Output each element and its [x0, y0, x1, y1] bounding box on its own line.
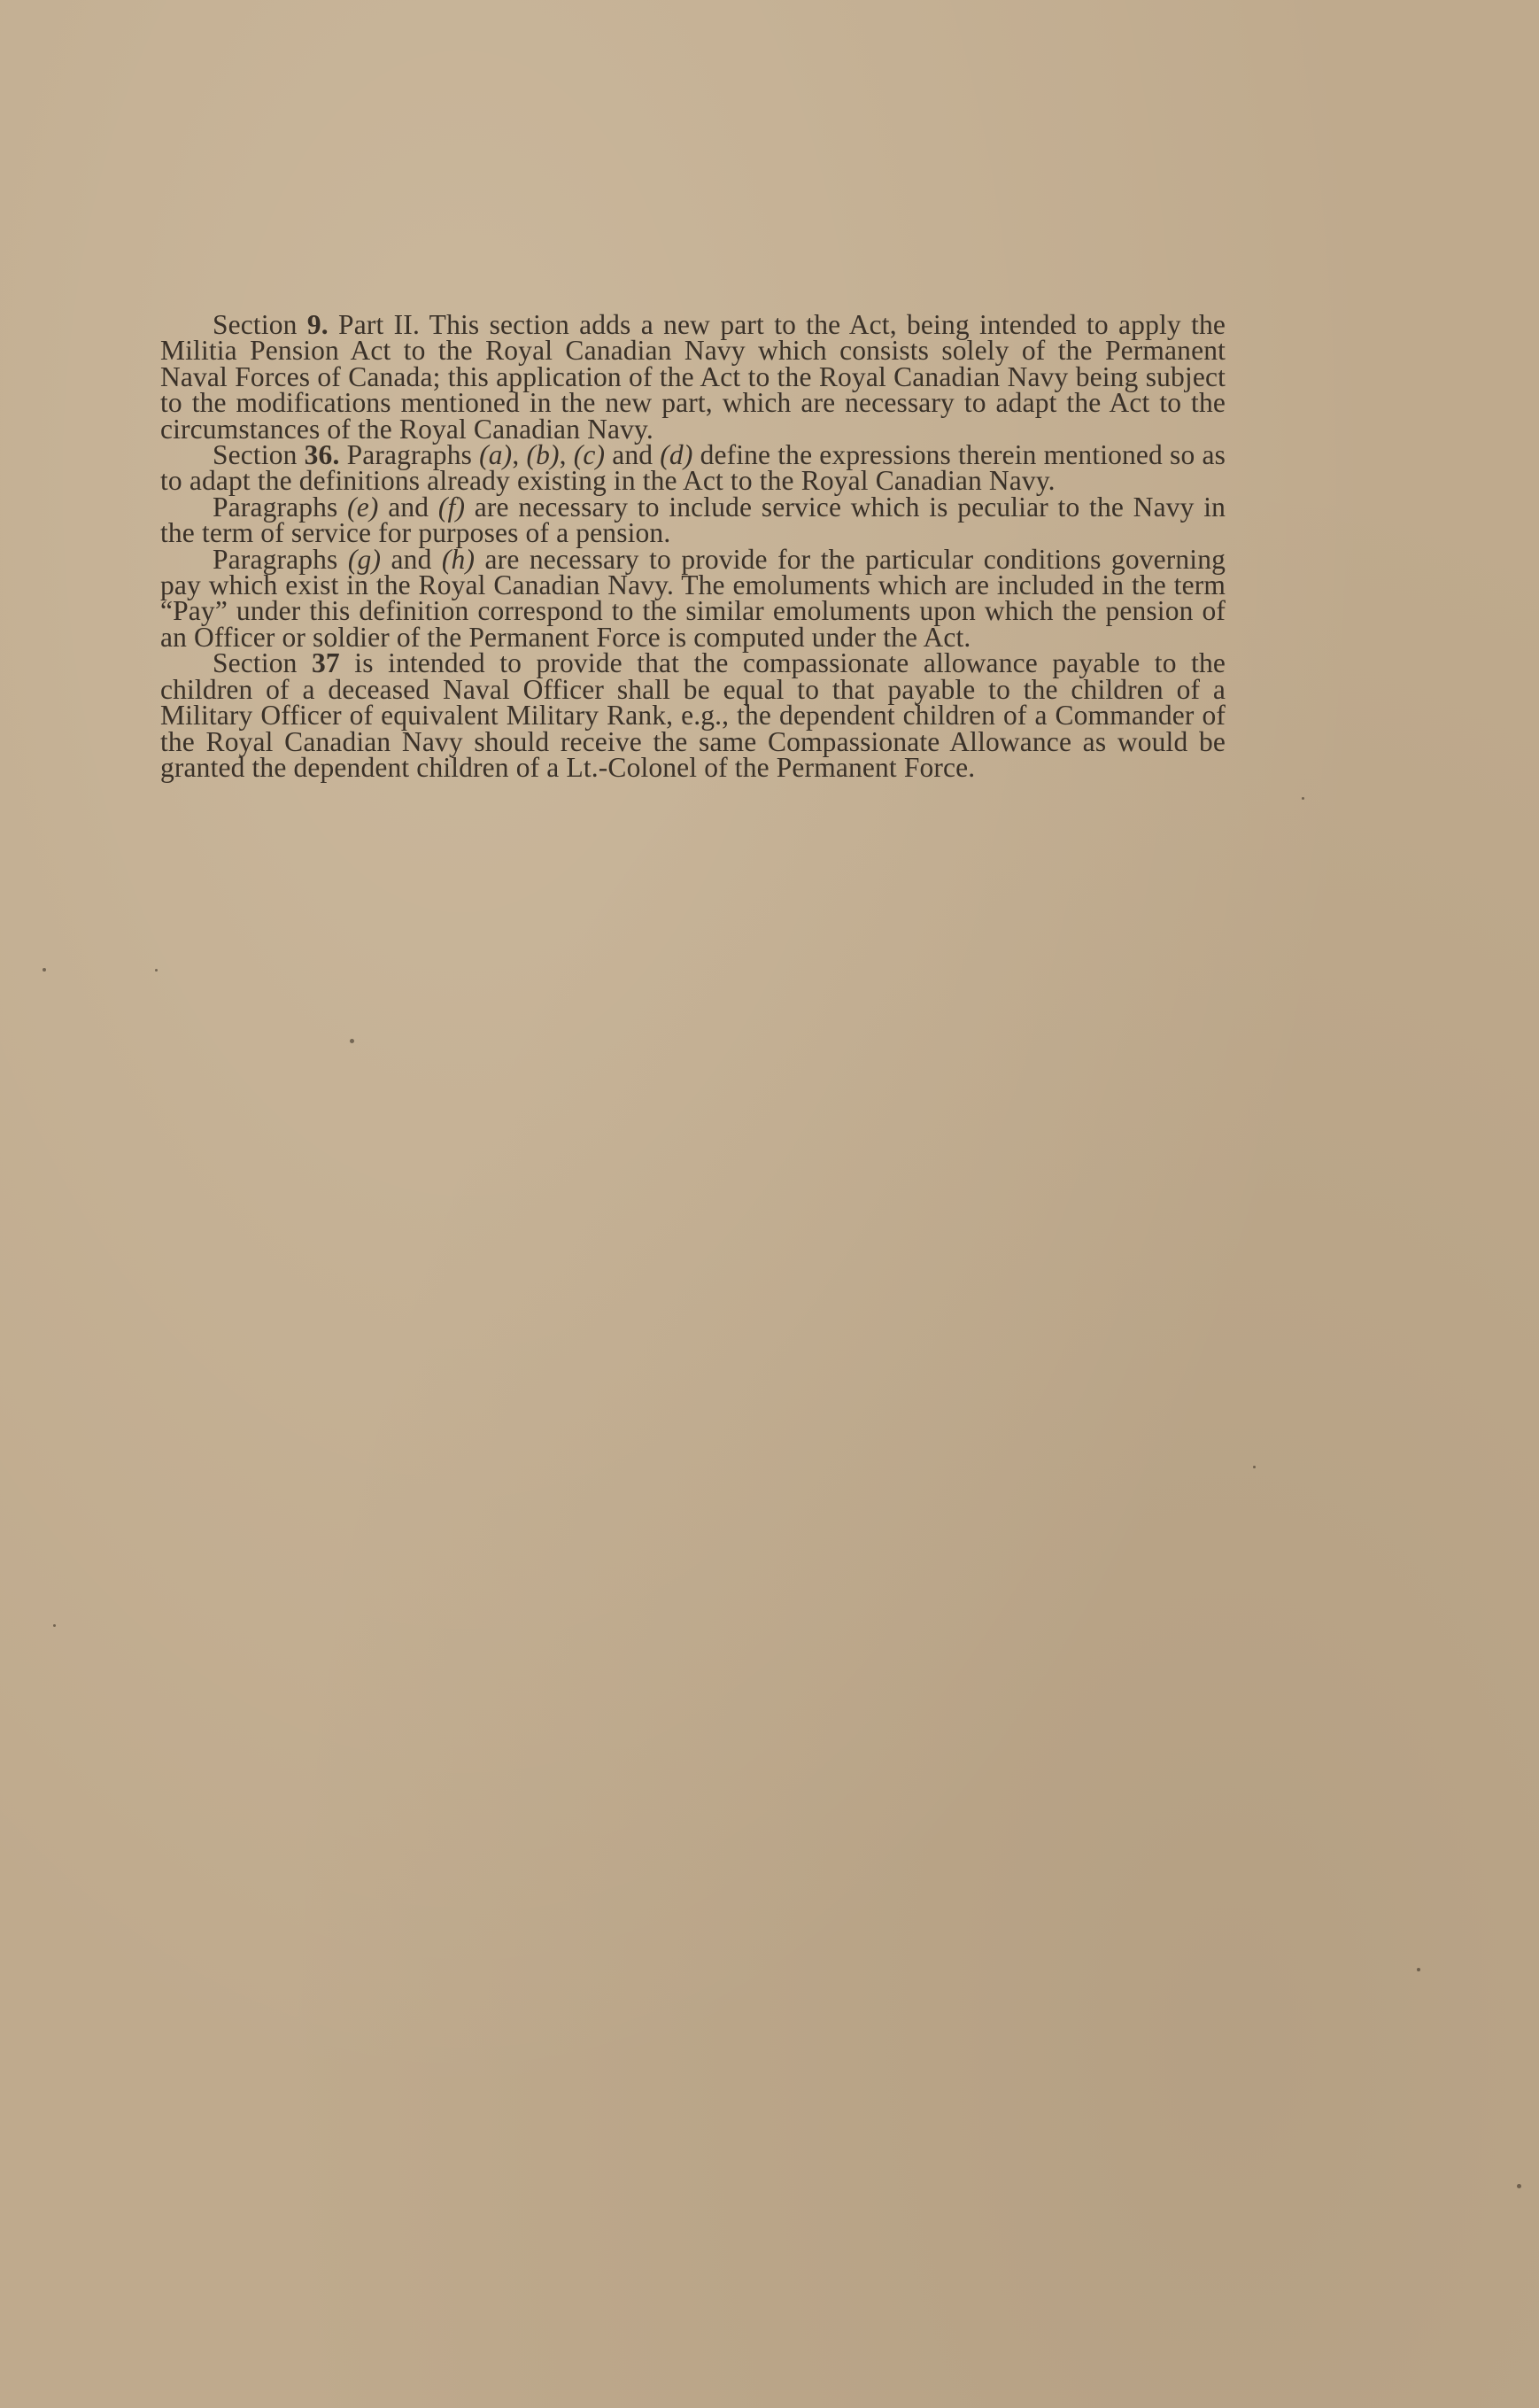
paragraph-ref: (b)	[526, 439, 560, 471]
paragraph-ref: (g)	[347, 543, 382, 575]
paragraph-ref: (a)	[479, 439, 513, 471]
conjunction: and	[605, 439, 661, 471]
paragraph-text: Paragraphs	[213, 543, 348, 575]
paragraph-text: is intended to provide that the compassionate allowance payable to the children of a deceased Naval Officer shall be equal to that payable to the children of a Military Officer of equivalent Military Rank, e.g., the dependent children of a Commander of the Royal Canadian Navy should receive the same Compassionate Allowance as would be granted the dependent children of a Lt.-Colonel of the Permanent Force.	[160, 647, 1226, 783]
paragraph-text: define the expressions therein mentioned so as to adapt the definitions already existing in the Act to the Royal Canadian Navy.	[160, 439, 1226, 497]
paper-speck	[1253, 1466, 1256, 1468]
section-lead: Section	[213, 439, 305, 471]
separator: ,	[559, 439, 574, 471]
paragraph-ref: (e)	[347, 491, 379, 523]
section-number: 36.	[304, 439, 340, 471]
paragraph-section-9	[160, 309, 1226, 445]
conjunction: and	[378, 491, 438, 523]
paper-speck	[350, 1039, 354, 1043]
paragraph-ref: (d)	[660, 439, 693, 471]
section-lead: Section	[213, 647, 313, 679]
paper-speck	[43, 968, 46, 972]
body-text	[160, 309, 1226, 783]
paragraph-text: are necessary to provide for the particular conditions governing pay which exist in the Royal Canadian Navy. The emoluments which are included in the term “Pay” under this definition correspond to the similar emoluments upon which the pension of an Officer or soldier of the Permanent Force is computed under the Act.	[160, 543, 1226, 653]
separator: ,	[512, 439, 527, 471]
paragraph-text: Paragraphs	[213, 491, 348, 523]
paragraph-ref: (c)	[573, 439, 606, 471]
paragraph-g-h	[160, 543, 1226, 653]
conjunction: and	[381, 543, 442, 575]
section-lead: Section	[213, 309, 307, 340]
paragraph-ref: (f)	[437, 491, 466, 523]
paragraph-e-f	[160, 491, 1226, 549]
paragraph-text: Paragraphs	[339, 439, 480, 471]
paper-speck	[1517, 2184, 1521, 2188]
section-number: 9.	[306, 309, 329, 340]
paper-speck	[53, 1624, 56, 1627]
paragraph-text: are necessary to include service which is peculiar to the Navy in the term of service for purposes of a pension.	[160, 491, 1226, 549]
paper-speck	[155, 969, 158, 972]
paragraph-ref: (h)	[441, 543, 476, 575]
paper-speck	[1417, 1968, 1420, 1971]
section-number: 37	[312, 647, 340, 679]
paper-speck	[1302, 797, 1304, 800]
paragraph-text: Part II. This section adds a new part to the Act, being intended to apply the Militia Pension Act to the Royal Canadian Navy which consists solely of the Permanent Naval Forces of Canada; this application of the Act to the Royal Canadian Navy being subject to the modifications mentioned in the new part, which are necessary to adapt the Act to the circumstances of the Royal Canadian Navy.	[160, 309, 1226, 445]
paragraph-section-36	[160, 439, 1226, 497]
paragraph-section-37	[160, 647, 1226, 783]
